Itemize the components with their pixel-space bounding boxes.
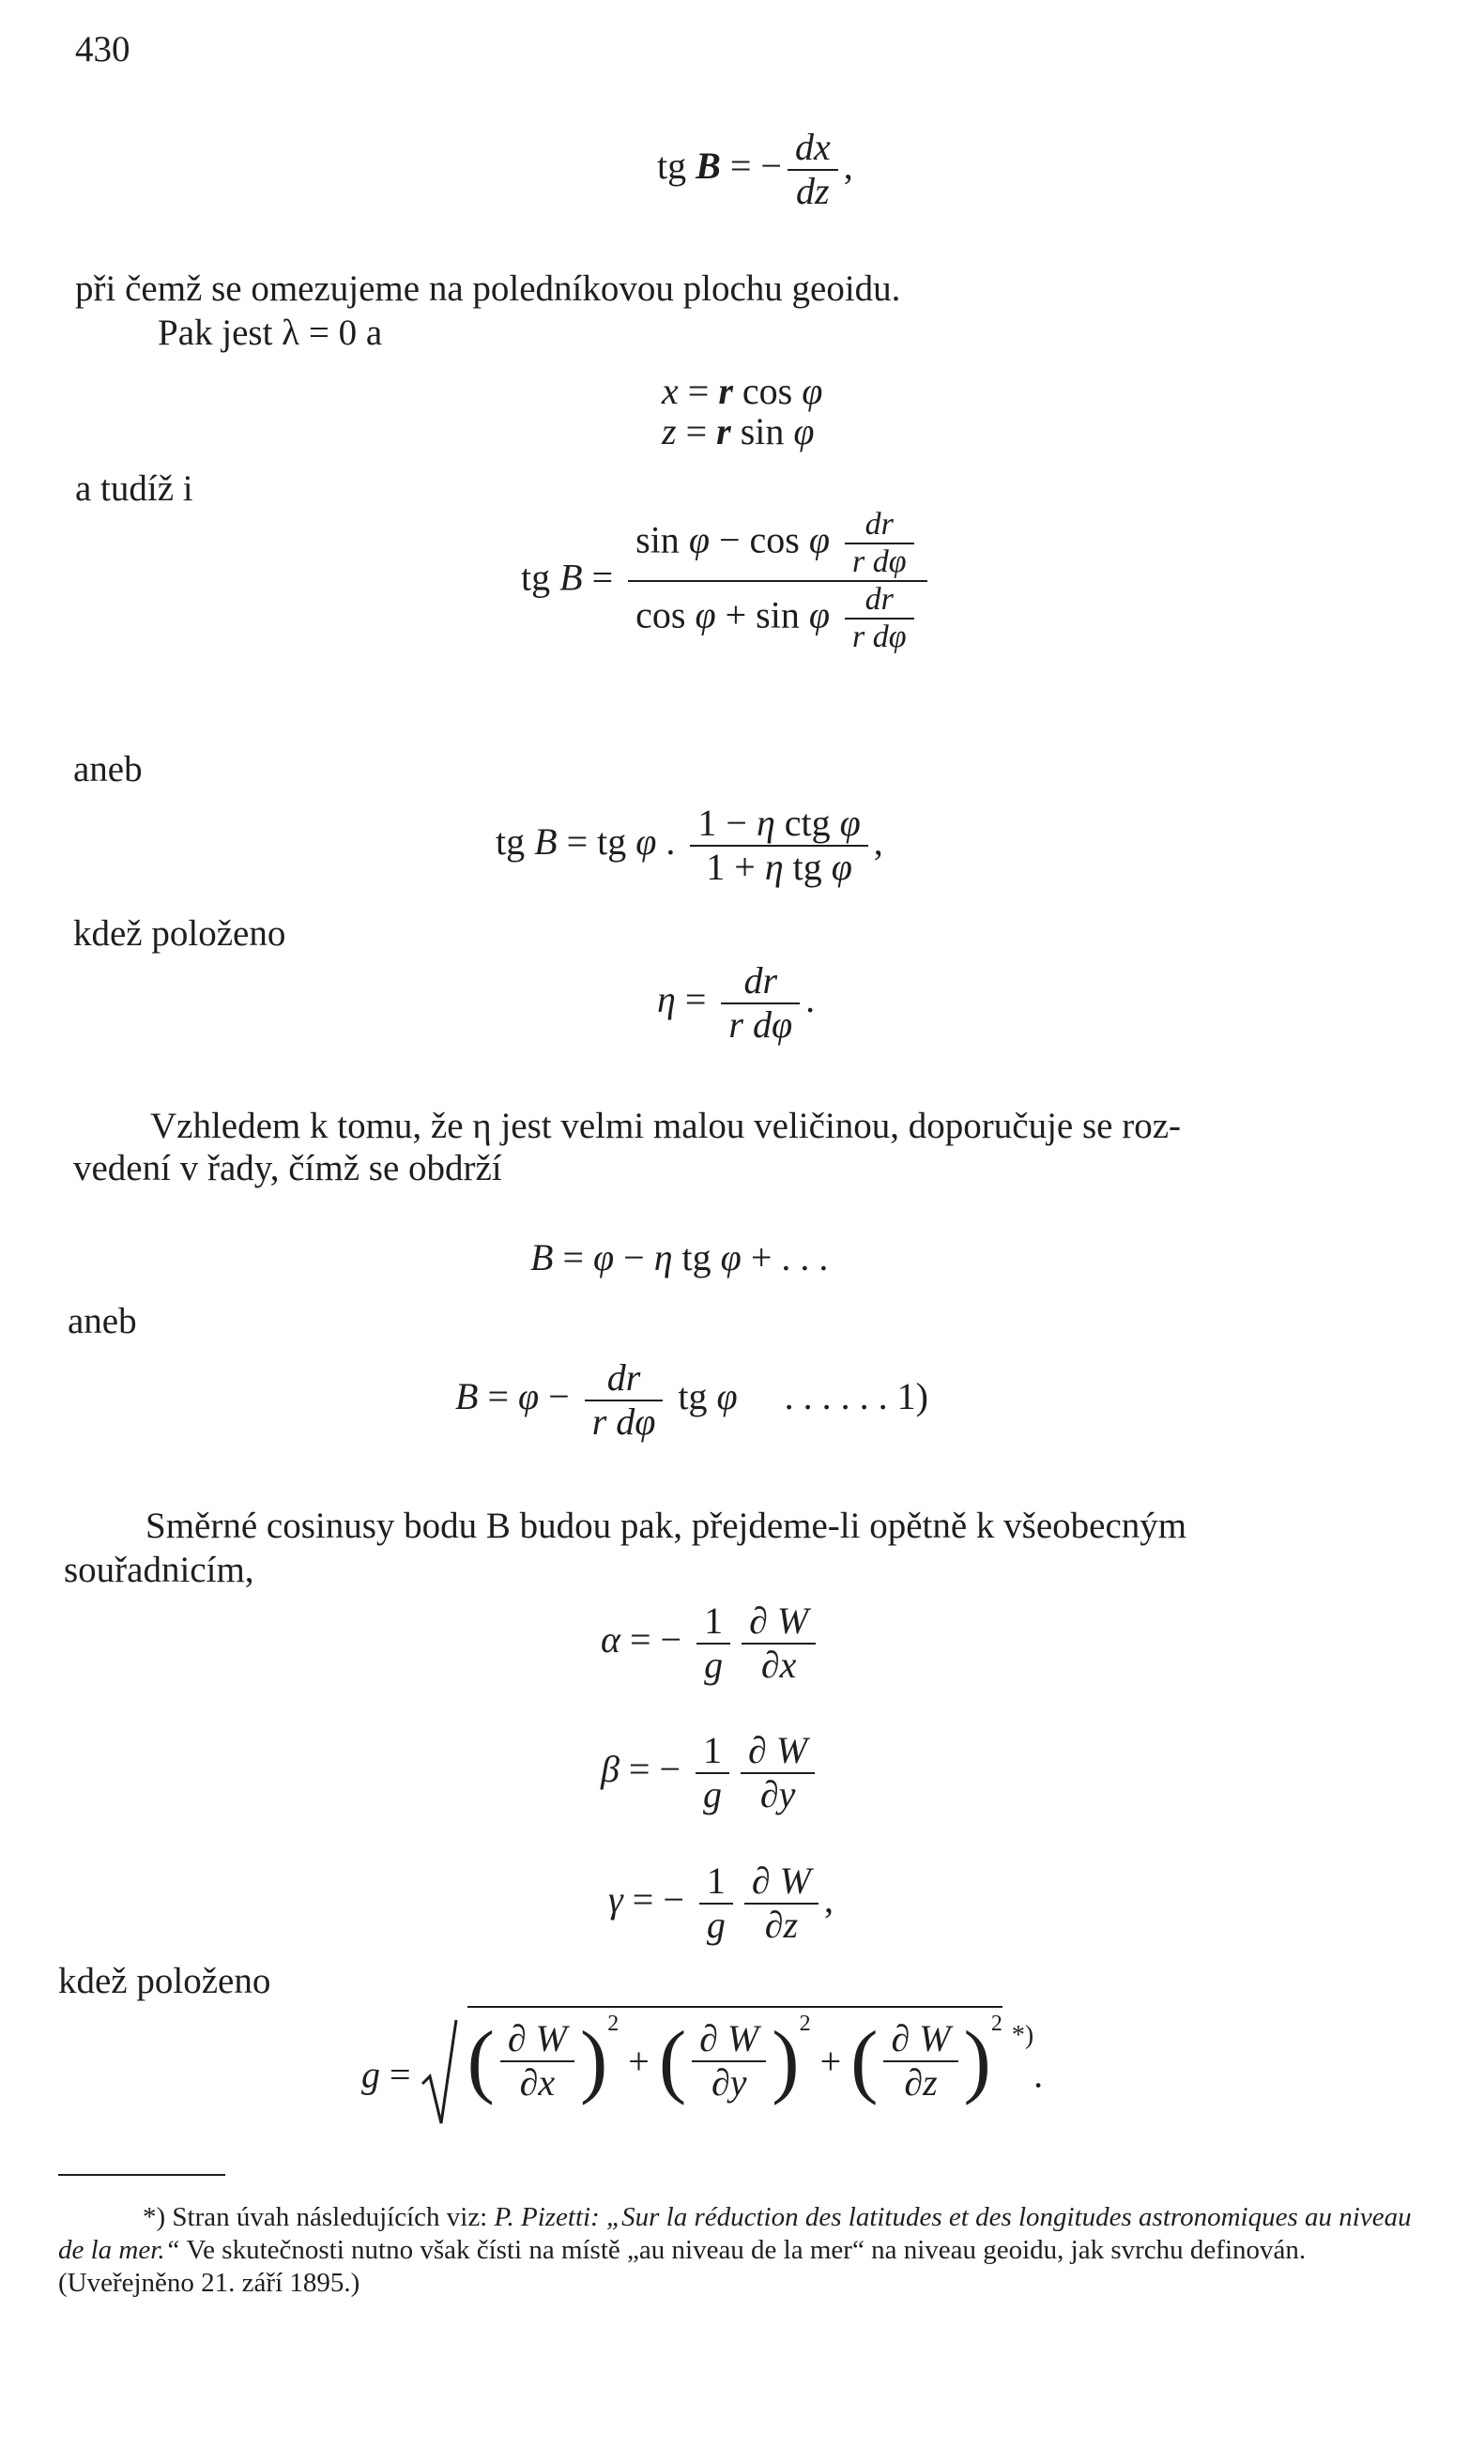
- footnote-rule: [58, 2174, 225, 2176]
- label-where-1: kdež položeno: [73, 913, 286, 954]
- footnote-marker: *): [143, 2202, 166, 2232]
- label-or-2: aneb: [68, 1301, 137, 1341]
- paragraph-series-line-2: vedení v řady, čímž se obdrží: [73, 1148, 502, 1188]
- paragraph-cosines-line-1: Směrné cosinusy bodu B budou pak, přejdeme-li opětně k všeobecným: [145, 1506, 1187, 1546]
- square-root: ( $\frac{\partial W}{\partial x}$ )$^2$ + ( $\frac{\partial W}{\partial y}$ )$^2$ + ( $\frac{\partial W}{\partial z}$ )$^2$: [421, 2018, 1002, 2131]
- equation-number: 1): [896, 1374, 928, 1417]
- footnote-rest: Ve skutečnosti nutno však čísti na místě „au niveau de la mer“ na niveau geoidu, jak svrchu definován. (Uveřejněno 21. září 1895.): [58, 2235, 1307, 2298]
- equation-tgB-dxdz: tg B = − $\frac{dx}{dz}$ ,: [657, 126, 853, 212]
- footnote: [58, 2201, 1415, 2300]
- radical-sign: [421, 2018, 458, 2131]
- label-hence: a tudíž i: [75, 468, 193, 509]
- footnote-reference: *): [1011, 2021, 1034, 2051]
- equation-tgB-eta: tg B = tg φ . $\frac{\text{1 − η ctg φ}}{\text{1 + η tg φ}}$ ,: [496, 802, 883, 888]
- equation-1: B = φ − $\frac{dr}{\text{r dφ}}$ tg φ . . . . . . 1): [455, 1356, 928, 1443]
- equation-tgB-fraction: tg B = sin φ − cos φ $\frac{dr}{\text{r dφ}}$ cos φ + sin φ $\frac{dr}{\text{r dφ}}$: [521, 507, 933, 655]
- equation-x: x = r cos φ: [662, 370, 823, 412]
- paragraph-series-line-1: Vzhledem k tomu, že η jest velmi malou veličinou, doporučuje se roz-: [150, 1106, 1181, 1146]
- label-or-1: aneb: [73, 749, 143, 789]
- footnote-title: „Sur la réduction des latitudes et des longitudes astronomiques au niveau de la mer.“: [58, 2202, 1412, 2265]
- footnote-author: P. Pizetti:: [494, 2202, 600, 2232]
- equation-alpha: α = − $\frac{1}{g}$ $\frac{\partial W}{\partial x}$: [601, 1600, 821, 1687]
- paragraph-then: Pak jest λ = 0 a: [158, 313, 383, 353]
- equation-g: g = ( $\frac{\partial W}{\partial x}$ )$^2$ + ( $\frac{\partial W}{\partial y}$ )$^2$ + ( $\frac{\partial W}{\partial z}$ )$^2$ *).: [361, 2018, 1043, 2131]
- paragraph-meridian: při čemž se omezujeme na poledníkovou plochu geoidu.: [75, 268, 901, 309]
- equation-eta: η = $\frac{dr}{\text{r dφ}}$ .: [657, 959, 816, 1046]
- equation-series: B = φ − η tg φ + . . .: [530, 1236, 829, 1278]
- label-where-2: kdež položeno: [58, 1961, 271, 2001]
- equation-beta: β = − $\frac{1}{g}$ $\frac{\partial W}{\partial y}$: [601, 1730, 820, 1816]
- equation-gamma: γ = − $\frac{1}{g}$ $\frac{\partial W}{\partial z}$ ,: [608, 1859, 834, 1946]
- footnote-lead: Stran úvah následujících viz:: [172, 2202, 488, 2232]
- page-number: 430: [75, 29, 130, 69]
- equation-z: z = r sin φ: [662, 410, 815, 452]
- paragraph-cosines-line-2: souřadnicím,: [64, 1550, 254, 1590]
